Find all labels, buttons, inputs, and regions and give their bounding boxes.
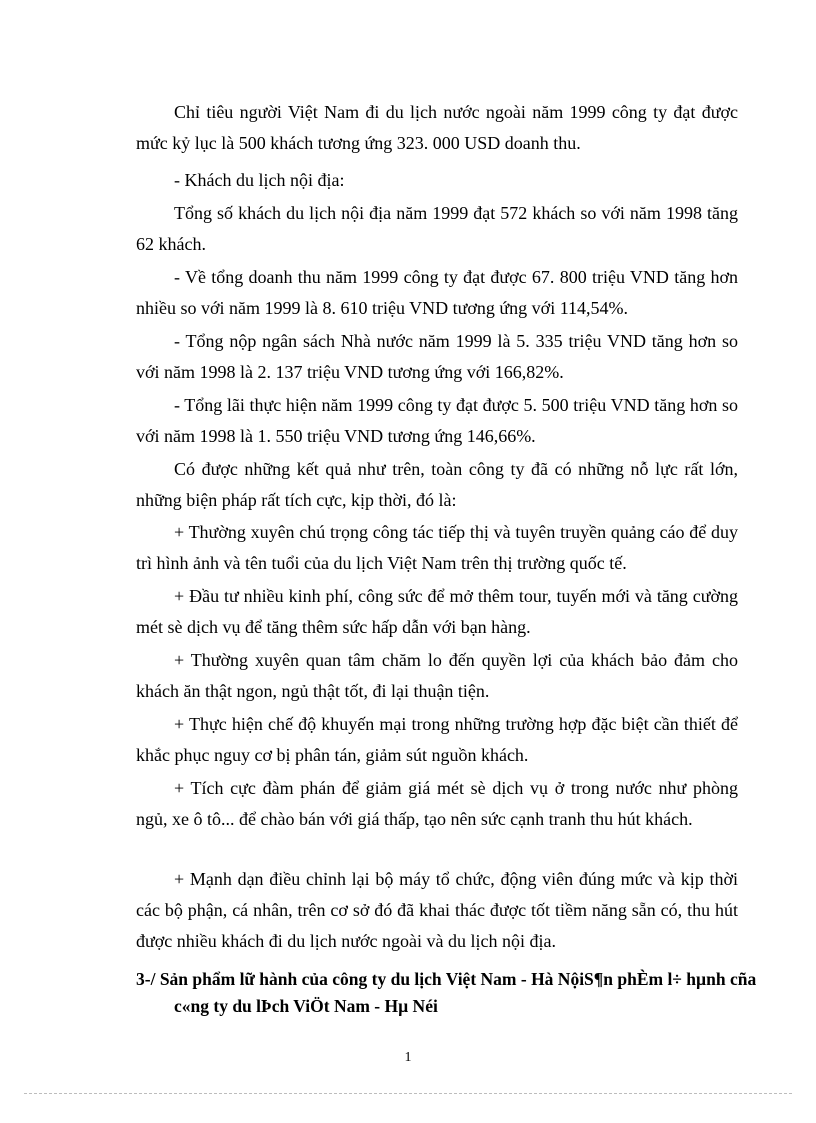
paragraph-domestic-tourists: Tổng số khách du lịch nội địa năm 1999 đạt 572 khách so với năm 1998 tăng 62 khách. — [136, 203, 738, 254]
paragraph-promotions: + Thực hiện chế độ khuyến mại trong những trường hợp đặc biệt cần thiết để khắc phục nguy cơ bị phân tán, giảm sút nguồn khách. — [136, 714, 738, 765]
page-number: 1 — [404, 1050, 412, 1065]
section-heading: 3-/ Sản phẩm lữ hành của công ty du lịch Việt Nam - Hà NộiS¶n phÈm l÷ hµnh cña c«ng ty du lÞch ViÖt Nam - Hµ Néi — [136, 969, 757, 1016]
paragraph-state-budget: - Tổng nộp ngân sách Nhà nước năm 1999 là 5. 335 triệu VND tăng hơn so với năm 1998 là 2. 137 triệu VND tương ứng với 166,82%. — [136, 331, 738, 382]
paragraph-total-revenue: - Về tổng doanh thu năm 1999 công ty đạt được 67. 800 triệu VND tăng hơn nhiều so với năm 1999 là 8. 610 triệu VND tương ứng với 114,54%. — [136, 267, 738, 318]
paragraph-marketing: + Thường xuyên chú trọng công tác tiếp thị và tuyên truyền quảng cáo để duy trì hình ảnh và tên tuổi của du lịch Việt Nam trên thị trường quốc tế. — [136, 522, 738, 573]
paragraph-restructuring: + Mạnh dạn điều chỉnh lại bộ máy tổ chức, động viên đúng mức và kịp thời các bộ phận, cá nhân, trên cơ sở đó đã khai thác được tốt tiềm năng sẵn có, thu hút được nhiều khách đi du lịch nước ngoài và du lịch nội địa. — [136, 869, 738, 951]
paragraph-domestic-heading: - Khách du lịch nội địa: — [174, 170, 345, 190]
paragraph-efforts-intro: Có được những kết quả như trên, toàn công ty đã có những nỗ lực rất lớn, những biện pháp rất tích cực, kịp thời, đó là: — [136, 459, 738, 510]
paragraph-total-profit: - Tổng lãi thực hiện năm 1999 công ty đạt được 5. 500 triệu VND tăng hơn so với năm 1998 là 1. 550 triệu VND tương ứng 146,66%. — [136, 395, 738, 446]
paragraph-negotiation: + Tích cực đàm phán để giảm giá mét sè dịch vụ ở trong nước như phòng ngủ, xe ô tô... để chào bán với giá thấp, tạo nên sức cạnh tranh thu hút khách. — [136, 778, 738, 829]
page-footer-divider — [24, 1093, 792, 1094]
paragraph-customer-care: + Thường xuyên quan tâm chăm lo đến quyền lợi của khách bảo đảm cho khách ăn thật ngon, ngủ thật tốt, đi lại thuận tiện. — [136, 650, 738, 701]
paragraph-outbound-tourists: Chỉ tiêu người Việt Nam đi du lịch nước ngoài năm 1999 công ty đạt được mức kỷ lục là 500 khách tương ứng 323. 000 USD doanh thu. — [136, 102, 738, 153]
paragraph-investment: + Đầu tư nhiều kinh phí, công sức để mở thêm tour, tuyến mới và tăng cường mét sè dịch vụ để tăng thêm sức hấp dẫn với bạn hàng. — [136, 586, 738, 637]
